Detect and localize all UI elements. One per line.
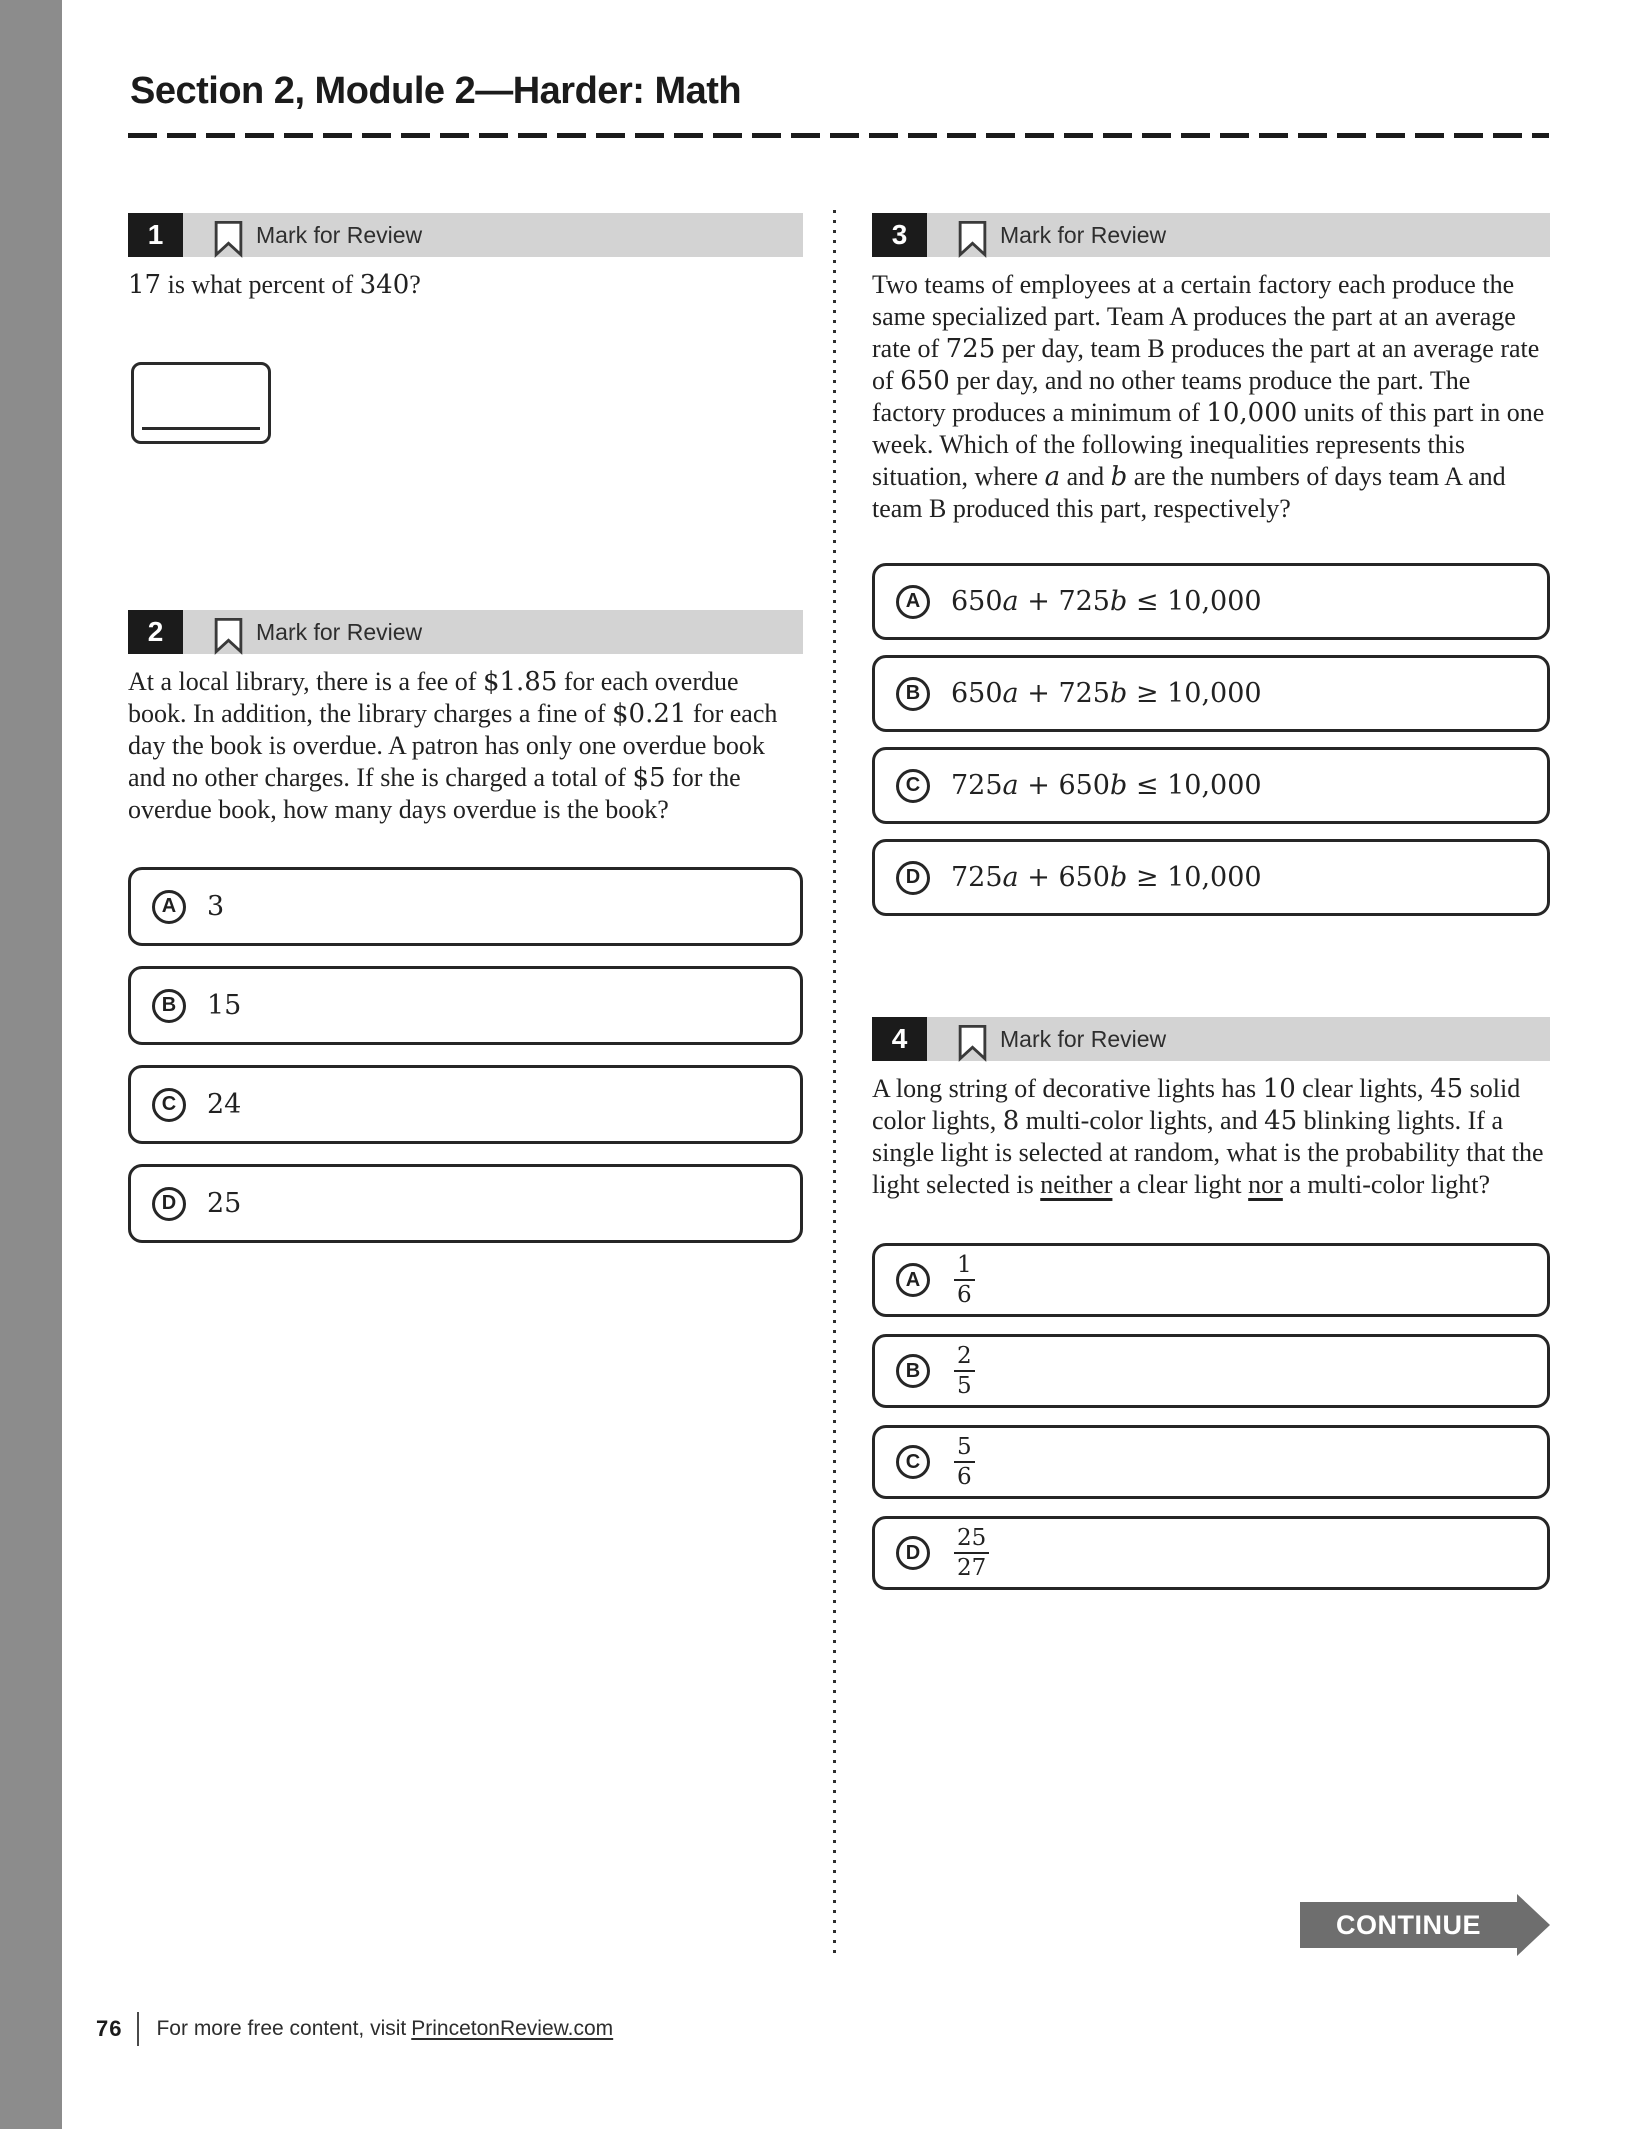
- footer-message: For more free content, visit: [156, 2017, 407, 2040]
- numerator: 25: [954, 1525, 989, 1554]
- choice-C[interactable]: [128, 1065, 803, 1144]
- continue-bar: [1300, 1902, 1517, 1948]
- continue-label: CONTINUE: [1336, 1909, 1481, 1940]
- choice-letter-bubble: D: [896, 1536, 930, 1570]
- page-edge-sidebar: [0, 0, 62, 2129]
- choice-value: 725a + 650b ≤ 10,000: [951, 770, 1262, 801]
- numerator: 5: [954, 1434, 975, 1463]
- answer-entry-line: [142, 427, 260, 430]
- question-text: 17 is what percent of 340?: [128, 270, 421, 300]
- choice-C[interactable]: [872, 747, 1550, 824]
- choice-value: 650a + 725b ≤ 10,000: [951, 586, 1262, 617]
- choice-letter-bubble: A: [152, 890, 186, 924]
- page-footer: [96, 2012, 613, 2046]
- numerator: 1: [954, 1252, 975, 1281]
- fraction: [954, 1525, 989, 1581]
- question-3-header: [872, 213, 1550, 257]
- choice-B[interactable]: [872, 655, 1550, 732]
- choice-value: 3: [207, 891, 225, 922]
- mark-for-review-label: Mark for Review: [256, 618, 423, 645]
- footer-text: [156, 2017, 613, 2041]
- fraction: [954, 1434, 975, 1490]
- question-1: [128, 213, 803, 444]
- choice-letter-bubble: C: [152, 1088, 186, 1122]
- choice-value: 25: [207, 1188, 242, 1219]
- mark-for-review-button[interactable]: [957, 213, 1166, 257]
- question-number: 2: [128, 610, 183, 654]
- choice-value: 24: [207, 1089, 242, 1120]
- bookmark-icon: [213, 617, 244, 655]
- bookmark-icon: [957, 220, 988, 258]
- choice-D[interactable]: [872, 1516, 1550, 1590]
- mark-for-review-label: Mark for Review: [1000, 1025, 1167, 1052]
- denominator: 27: [957, 1555, 987, 1581]
- answer-choices: [128, 867, 803, 1243]
- numerator: 2: [954, 1343, 975, 1372]
- column-dotted-divider: [833, 210, 836, 1958]
- question-2: [128, 610, 803, 1263]
- question-text: At a local library, there is a fee of $1.85 for each overdue book. In addition, the library charges a fine of $0.21 for each day the book is overdue. A patron has only one overdue book and no other charges. If she is charged a total of $5 for the overdue book, how many days overdue is the book?: [128, 667, 778, 824]
- choice-letter-bubble: B: [152, 989, 186, 1023]
- question-number: 1: [128, 213, 183, 257]
- choice-C[interactable]: [872, 1425, 1550, 1499]
- page-number: 76: [96, 2016, 123, 2041]
- mark-for-review-button[interactable]: [213, 213, 422, 257]
- choice-A[interactable]: [128, 867, 803, 946]
- footer-separator: [137, 2012, 139, 2046]
- denominator: 6: [957, 1464, 972, 1490]
- choice-letter-bubble: C: [896, 769, 930, 803]
- question-text: A long string of decorative lights has 10 clear lights, 45 solid color lights, 8 multi-color lights, and 45 blinking lights. If a single light is selected at random, what is the probability that the light selected is neither a clear light nor a multi-color light?: [872, 1074, 1544, 1199]
- fraction: [954, 1343, 975, 1399]
- choice-B[interactable]: [872, 1334, 1550, 1408]
- choice-letter-bubble: C: [896, 1445, 930, 1479]
- question-3: [872, 213, 1550, 931]
- denominator: 5: [957, 1373, 972, 1399]
- answer-choices: [872, 563, 1550, 916]
- choice-B[interactable]: [128, 966, 803, 1045]
- bookmark-icon: [957, 1024, 988, 1062]
- title-dashed-divider: [128, 133, 1549, 138]
- choice-letter-bubble: A: [896, 585, 930, 619]
- question-4: [872, 1017, 1550, 1607]
- continue-button[interactable]: [1300, 1894, 1550, 1956]
- continue-arrow-icon: [1517, 1894, 1550, 1956]
- question-2-header: [128, 610, 803, 654]
- choice-letter-bubble: A: [896, 1263, 930, 1297]
- question-4-header: [872, 1017, 1550, 1061]
- question-text: Two teams of employees at a certain factory each produce the same specialized part. Team A produces the part at an average rate of 725 per day, team B produces the part at an average rate of 650 per day, and no other teams produce the part. The factory produces a minimum of 10,000 units of this part in one week. Which of the following inequalities represents this situation, where a and b are the numbers of days team A and team B produced this part, respectively?: [872, 270, 1545, 523]
- answer-input-box[interactable]: [131, 362, 271, 444]
- question-1-header: [128, 213, 803, 257]
- choice-letter-bubble: B: [896, 677, 930, 711]
- choice-A[interactable]: [872, 1243, 1550, 1317]
- choice-D[interactable]: [128, 1164, 803, 1243]
- choice-value: 725a + 650b ≥ 10,000: [951, 862, 1262, 893]
- answer-choices: [872, 1243, 1550, 1590]
- bookmark-icon: [213, 220, 244, 258]
- choice-value: 15: [207, 990, 242, 1021]
- choice-letter-bubble: B: [896, 1354, 930, 1388]
- question-number: 4: [872, 1017, 927, 1061]
- mark-for-review-button[interactable]: [957, 1017, 1166, 1061]
- question-number: 3: [872, 213, 927, 257]
- fraction: [954, 1252, 975, 1308]
- mark-for-review-label: Mark for Review: [256, 221, 423, 248]
- footer-link[interactable]: PrincetonReview.com: [411, 2017, 614, 2040]
- choice-letter-bubble: D: [152, 1187, 186, 1221]
- choice-D[interactable]: [872, 839, 1550, 916]
- choice-value: 650a + 725b ≥ 10,000: [951, 678, 1262, 709]
- section-title: Section 2, Module 2—Harder: Math: [130, 70, 742, 112]
- mark-for-review-button[interactable]: [213, 610, 422, 654]
- choice-A[interactable]: [872, 563, 1550, 640]
- choice-letter-bubble: D: [896, 861, 930, 895]
- mark-for-review-label: Mark for Review: [1000, 221, 1167, 248]
- denominator: 6: [957, 1282, 972, 1308]
